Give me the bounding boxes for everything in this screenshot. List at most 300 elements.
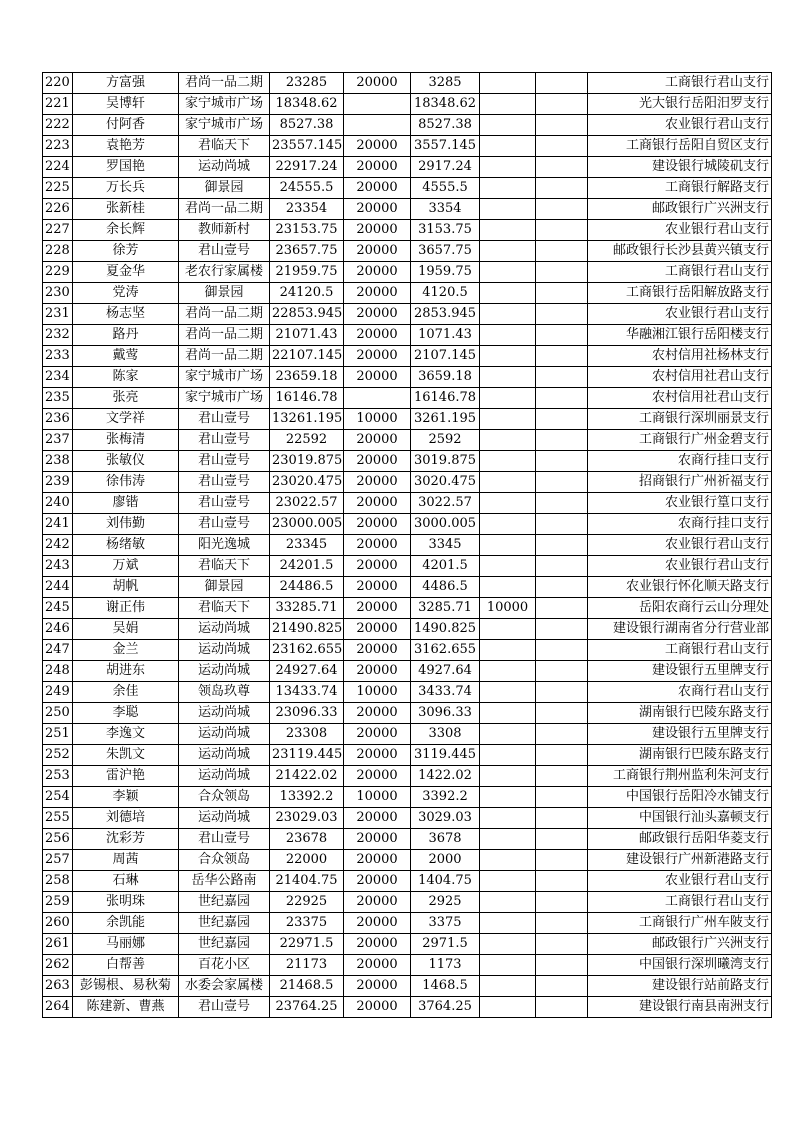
community-name-cell: 运动尚城 (179, 661, 270, 682)
amount-a-cell: 20000 (344, 556, 411, 577)
community-name-cell: 水委会家属楼 (179, 976, 270, 997)
total-amount-cell: 23162.655 (270, 640, 344, 661)
total-amount-cell: 23285 (270, 73, 344, 94)
table-row (43, 682, 772, 703)
amount-b-cell: 1404.75 (411, 871, 480, 892)
amount-c-cell (480, 871, 536, 892)
owner-name-cell: 杨志坚 (73, 304, 179, 325)
community-name-cell: 君山壹号 (179, 451, 270, 472)
bank-branch-cell: 建设银行城陵矶支行 (588, 157, 772, 178)
amount-c-cell (480, 136, 536, 157)
amount-a-cell: 20000 (344, 661, 411, 682)
amount-d-cell (536, 934, 588, 955)
owner-name-cell: 杨绪敏 (73, 535, 179, 556)
bank-branch-cell: 农业银行君山支行 (588, 220, 772, 241)
amount-c-cell (480, 178, 536, 199)
row-number-cell: 262 (43, 955, 73, 976)
community-name-cell: 世纪嘉园 (179, 913, 270, 934)
amount-c-cell (480, 409, 536, 430)
community-name-cell: 家宁城市广场 (179, 388, 270, 409)
amount-c-cell (480, 556, 536, 577)
amount-b-cell: 2925 (411, 892, 480, 913)
amount-d-cell (536, 766, 588, 787)
amount-b-cell: 3019.875 (411, 451, 480, 472)
row-number-cell: 260 (43, 913, 73, 934)
amount-a-cell: 10000 (344, 409, 411, 430)
total-amount-cell: 8527.38 (270, 115, 344, 136)
amount-d-cell (536, 556, 588, 577)
community-name-cell: 君尚一品二期 (179, 325, 270, 346)
total-amount-cell: 22971.5 (270, 934, 344, 955)
amount-a-cell: 20000 (344, 304, 411, 325)
amount-a-cell: 20000 (344, 976, 411, 997)
table-row (43, 556, 772, 577)
bank-branch-cell: 邮政银行广兴洲支行 (588, 199, 772, 220)
table-row (43, 913, 772, 934)
amount-a-cell: 10000 (344, 787, 411, 808)
community-name-cell: 君山壹号 (179, 430, 270, 451)
total-amount-cell: 24555.5 (270, 178, 344, 199)
bank-branch-cell: 建设银行五里牌支行 (588, 724, 772, 745)
total-amount-cell: 18348.62 (270, 94, 344, 115)
row-number-cell: 246 (43, 619, 73, 640)
community-name-cell: 家宁城市广场 (179, 115, 270, 136)
owner-name-cell: 余佳 (73, 682, 179, 703)
amount-d-cell (536, 955, 588, 976)
total-amount-cell: 24927.64 (270, 661, 344, 682)
amount-a-cell: 20000 (344, 871, 411, 892)
amount-d-cell (536, 157, 588, 178)
amount-d-cell (536, 829, 588, 850)
bank-branch-cell: 中国银行岳阳冷水铺支行 (588, 787, 772, 808)
total-amount-cell: 23557.145 (270, 136, 344, 157)
total-amount-cell: 23354 (270, 199, 344, 220)
bank-branch-cell: 建设银行广州新港路支行 (588, 850, 772, 871)
amount-a-cell: 20000 (344, 808, 411, 829)
amount-c-cell (480, 787, 536, 808)
row-number-cell: 239 (43, 472, 73, 493)
owner-name-cell: 刘伟勤 (73, 514, 179, 535)
table-row (43, 388, 772, 409)
amount-b-cell: 4201.5 (411, 556, 480, 577)
community-name-cell: 合众领岛 (179, 787, 270, 808)
community-name-cell: 家宁城市广场 (179, 367, 270, 388)
total-amount-cell: 23029.03 (270, 808, 344, 829)
amount-d-cell (536, 262, 588, 283)
amount-c-cell (480, 934, 536, 955)
owner-name-cell: 党涛 (73, 283, 179, 304)
amount-b-cell: 3345 (411, 535, 480, 556)
amount-c-cell (480, 304, 536, 325)
amount-d-cell (536, 115, 588, 136)
table-row (43, 703, 772, 724)
row-number-cell: 233 (43, 346, 73, 367)
total-amount-cell: 21071.43 (270, 325, 344, 346)
bank-branch-cell: 招商银行广州祈福支行 (588, 472, 772, 493)
amount-a-cell: 20000 (344, 73, 411, 94)
amount-a-cell: 20000 (344, 136, 411, 157)
community-name-cell: 运动尚城 (179, 703, 270, 724)
amount-b-cell: 3678 (411, 829, 480, 850)
amount-c-cell (480, 892, 536, 913)
row-number-cell: 230 (43, 283, 73, 304)
table-row (43, 640, 772, 661)
total-amount-cell: 23000.005 (270, 514, 344, 535)
community-name-cell: 百花小区 (179, 955, 270, 976)
row-number-cell: 222 (43, 115, 73, 136)
amount-d-cell (536, 787, 588, 808)
row-number-cell: 245 (43, 598, 73, 619)
amount-c-cell (480, 388, 536, 409)
community-name-cell: 君临天下 (179, 598, 270, 619)
bank-branch-cell: 岳阳农商行云山分理处 (588, 598, 772, 619)
amount-a-cell: 20000 (344, 745, 411, 766)
community-name-cell: 岳华公路南 (179, 871, 270, 892)
community-name-cell: 运动尚城 (179, 157, 270, 178)
row-number-cell: 247 (43, 640, 73, 661)
row-number-cell: 250 (43, 703, 73, 724)
community-name-cell: 君山壹号 (179, 493, 270, 514)
row-number-cell: 254 (43, 787, 73, 808)
table-row (43, 514, 772, 535)
owner-name-cell: 余凯能 (73, 913, 179, 934)
total-amount-cell: 23022.57 (270, 493, 344, 514)
amount-c-cell (480, 619, 536, 640)
row-number-cell: 255 (43, 808, 73, 829)
community-name-cell: 运动尚城 (179, 640, 270, 661)
amount-c-cell (480, 115, 536, 136)
amount-a-cell: 20000 (344, 472, 411, 493)
bank-branch-cell: 农村信用社君山支行 (588, 388, 772, 409)
amount-a-cell: 20000 (344, 766, 411, 787)
row-number-cell: 238 (43, 451, 73, 472)
amount-c-cell (480, 199, 536, 220)
amount-b-cell: 3285 (411, 73, 480, 94)
bank-branch-cell: 建设银行南县南洲支行 (588, 997, 772, 1018)
bank-branch-cell: 农业银行君山支行 (588, 556, 772, 577)
subsidy-table (42, 72, 772, 1018)
amount-b-cell: 3285.71 (411, 598, 480, 619)
amount-d-cell (536, 997, 588, 1018)
table-row (43, 892, 772, 913)
amount-a-cell: 20000 (344, 178, 411, 199)
amount-c-cell (480, 745, 536, 766)
row-number-cell: 258 (43, 871, 73, 892)
amount-b-cell: 3657.75 (411, 241, 480, 262)
total-amount-cell: 23659.18 (270, 367, 344, 388)
community-name-cell: 运动尚城 (179, 766, 270, 787)
total-amount-cell: 21173 (270, 955, 344, 976)
table-row (43, 577, 772, 598)
bank-branch-cell: 建设银行湖南省分行营业部 (588, 619, 772, 640)
owner-name-cell: 胡进东 (73, 661, 179, 682)
table-row (43, 178, 772, 199)
community-name-cell: 君尚一品二期 (179, 73, 270, 94)
amount-b-cell: 1173 (411, 955, 480, 976)
amount-d-cell (536, 724, 588, 745)
amount-d-cell (536, 493, 588, 514)
community-name-cell: 君尚一品二期 (179, 304, 270, 325)
amount-d-cell (536, 451, 588, 472)
total-amount-cell: 23096.33 (270, 703, 344, 724)
owner-name-cell: 陈建新、曹燕 (73, 997, 179, 1018)
amount-b-cell: 3096.33 (411, 703, 480, 724)
amount-b-cell: 3153.75 (411, 220, 480, 241)
amount-b-cell: 3020.475 (411, 472, 480, 493)
owner-name-cell: 李聪 (73, 703, 179, 724)
bank-branch-cell: 建设银行站前路支行 (588, 976, 772, 997)
total-amount-cell: 22925 (270, 892, 344, 913)
amount-a-cell: 20000 (344, 703, 411, 724)
community-name-cell: 君山壹号 (179, 514, 270, 535)
table-row (43, 934, 772, 955)
amount-b-cell: 18348.62 (411, 94, 480, 115)
table-row (43, 157, 772, 178)
amount-a-cell: 20000 (344, 157, 411, 178)
table-row (43, 997, 772, 1018)
bank-branch-cell: 中国银行深圳曦湾支行 (588, 955, 772, 976)
amount-d-cell (536, 619, 588, 640)
total-amount-cell: 13433.74 (270, 682, 344, 703)
row-number-cell: 225 (43, 178, 73, 199)
amount-b-cell: 3659.18 (411, 367, 480, 388)
amount-b-cell: 3375 (411, 913, 480, 934)
bank-branch-cell: 工商银行荆州监利朱河支行 (588, 766, 772, 787)
owner-name-cell: 李颖 (73, 787, 179, 808)
table-row (43, 787, 772, 808)
amount-b-cell: 3764.25 (411, 997, 480, 1018)
community-name-cell: 运动尚城 (179, 808, 270, 829)
amount-c-cell (480, 283, 536, 304)
owner-name-cell: 马丽娜 (73, 934, 179, 955)
total-amount-cell: 23764.25 (270, 997, 344, 1018)
amount-a-cell: 20000 (344, 430, 411, 451)
row-number-cell: 236 (43, 409, 73, 430)
row-number-cell: 241 (43, 514, 73, 535)
amount-b-cell: 4120.5 (411, 283, 480, 304)
table-row (43, 136, 772, 157)
row-number-cell: 234 (43, 367, 73, 388)
bank-branch-cell: 农商行挂口支行 (588, 514, 772, 535)
amount-b-cell: 3162.655 (411, 640, 480, 661)
community-name-cell: 御景园 (179, 178, 270, 199)
amount-c-cell (480, 829, 536, 850)
amount-d-cell (536, 388, 588, 409)
community-name-cell: 运动尚城 (179, 619, 270, 640)
amount-a-cell: 20000 (344, 829, 411, 850)
owner-name-cell: 张明珠 (73, 892, 179, 913)
amount-b-cell: 2107.145 (411, 346, 480, 367)
community-name-cell: 家宁城市广场 (179, 94, 270, 115)
owner-name-cell: 戴莺 (73, 346, 179, 367)
amount-c-cell (480, 220, 536, 241)
amount-c-cell (480, 514, 536, 535)
bank-branch-cell: 农业银行君山支行 (588, 535, 772, 556)
amount-c-cell (480, 976, 536, 997)
owner-name-cell: 周茜 (73, 850, 179, 871)
bank-branch-cell: 工商银行广州金碧支行 (588, 430, 772, 451)
row-number-cell: 249 (43, 682, 73, 703)
owner-name-cell: 沈彩芳 (73, 829, 179, 850)
row-number-cell: 220 (43, 73, 73, 94)
community-name-cell: 君山壹号 (179, 241, 270, 262)
total-amount-cell: 21490.825 (270, 619, 344, 640)
owner-name-cell: 张敏仪 (73, 451, 179, 472)
total-amount-cell: 16146.78 (270, 388, 344, 409)
amount-c-cell (480, 997, 536, 1018)
amount-c-cell (480, 913, 536, 934)
table-row (43, 808, 772, 829)
owner-name-cell: 白帮善 (73, 955, 179, 976)
amount-b-cell: 4486.5 (411, 577, 480, 598)
amount-d-cell (536, 850, 588, 871)
amount-b-cell: 1490.825 (411, 619, 480, 640)
amount-a-cell: 20000 (344, 934, 411, 955)
amount-a-cell: 20000 (344, 325, 411, 346)
amount-d-cell (536, 640, 588, 661)
total-amount-cell: 22917.24 (270, 157, 344, 178)
owner-name-cell: 刘德培 (73, 808, 179, 829)
amount-a-cell: 20000 (344, 892, 411, 913)
amount-b-cell: 3119.445 (411, 745, 480, 766)
amount-d-cell (536, 199, 588, 220)
amount-c-cell (480, 451, 536, 472)
table-row (43, 115, 772, 136)
owner-name-cell: 谢正伟 (73, 598, 179, 619)
amount-c-cell (480, 73, 536, 94)
row-number-cell: 221 (43, 94, 73, 115)
amount-c-cell (480, 262, 536, 283)
community-name-cell: 老农行家属楼 (179, 262, 270, 283)
owner-name-cell: 徐伟涛 (73, 472, 179, 493)
amount-a-cell: 20000 (344, 724, 411, 745)
amount-b-cell: 2000 (411, 850, 480, 871)
table-row (43, 829, 772, 850)
amount-d-cell (536, 472, 588, 493)
row-number-cell: 264 (43, 997, 73, 1018)
bank-branch-cell: 工商银行岳阳解放路支行 (588, 283, 772, 304)
owner-name-cell: 徐芳 (73, 241, 179, 262)
amount-d-cell (536, 283, 588, 304)
amount-a-cell: 20000 (344, 913, 411, 934)
amount-a-cell (344, 388, 411, 409)
row-number-cell: 257 (43, 850, 73, 871)
owner-name-cell: 李逸文 (73, 724, 179, 745)
table-row (43, 94, 772, 115)
table-row (43, 598, 772, 619)
amount-d-cell (536, 241, 588, 262)
total-amount-cell: 23678 (270, 829, 344, 850)
amount-d-cell (536, 871, 588, 892)
amount-c-cell: 10000 (480, 598, 536, 619)
amount-c-cell (480, 472, 536, 493)
amount-d-cell (536, 346, 588, 367)
amount-a-cell: 20000 (344, 997, 411, 1018)
amount-d-cell (536, 220, 588, 241)
amount-b-cell: 2592 (411, 430, 480, 451)
amount-b-cell: 2853.945 (411, 304, 480, 325)
table-row (43, 766, 772, 787)
amount-d-cell (536, 892, 588, 913)
table-row (43, 472, 772, 493)
amount-b-cell: 3022.57 (411, 493, 480, 514)
table-row (43, 409, 772, 430)
table-row (43, 976, 772, 997)
amount-a-cell: 20000 (344, 199, 411, 220)
amount-a-cell: 20000 (344, 535, 411, 556)
row-number-cell: 248 (43, 661, 73, 682)
amount-d-cell (536, 682, 588, 703)
bank-branch-cell: 工商银行岳阳自贸区支行 (588, 136, 772, 157)
table-row (43, 493, 772, 514)
amount-a-cell: 20000 (344, 598, 411, 619)
row-number-cell: 229 (43, 262, 73, 283)
total-amount-cell: 13392.2 (270, 787, 344, 808)
amount-d-cell (536, 661, 588, 682)
amount-d-cell (536, 535, 588, 556)
community-name-cell: 君尚一品二期 (179, 346, 270, 367)
amount-a-cell: 20000 (344, 619, 411, 640)
owner-name-cell: 陈家 (73, 367, 179, 388)
total-amount-cell: 24486.5 (270, 577, 344, 598)
amount-c-cell (480, 661, 536, 682)
row-number-cell: 223 (43, 136, 73, 157)
row-number-cell: 252 (43, 745, 73, 766)
amount-b-cell: 3557.145 (411, 136, 480, 157)
amount-c-cell (480, 430, 536, 451)
bank-branch-cell: 农商行君山支行 (588, 682, 772, 703)
owner-name-cell: 余长辉 (73, 220, 179, 241)
owner-name-cell: 张亮 (73, 388, 179, 409)
community-name-cell: 御景园 (179, 283, 270, 304)
total-amount-cell: 21959.75 (270, 262, 344, 283)
owner-name-cell: 万斌 (73, 556, 179, 577)
bank-branch-cell: 农业银行君山支行 (588, 304, 772, 325)
owner-name-cell: 彭锡根、易秋菊 (73, 976, 179, 997)
bank-branch-cell: 工商银行君山支行 (588, 640, 772, 661)
amount-d-cell (536, 367, 588, 388)
owner-name-cell: 石琳 (73, 871, 179, 892)
table-row (43, 262, 772, 283)
amount-a-cell: 20000 (344, 367, 411, 388)
owner-name-cell: 路丹 (73, 325, 179, 346)
bank-branch-cell: 农业银行篁口支行 (588, 493, 772, 514)
total-amount-cell: 23308 (270, 724, 344, 745)
amount-b-cell: 1422.02 (411, 766, 480, 787)
table-row (43, 283, 772, 304)
bank-branch-cell: 工商银行君山支行 (588, 892, 772, 913)
bank-branch-cell: 湖南银行巴陵东路支行 (588, 703, 772, 724)
bank-branch-cell: 农商行挂口支行 (588, 451, 772, 472)
total-amount-cell: 23119.445 (270, 745, 344, 766)
community-name-cell: 世纪嘉园 (179, 892, 270, 913)
total-amount-cell: 23153.75 (270, 220, 344, 241)
bank-branch-cell: 邮政银行广兴洲支行 (588, 934, 772, 955)
total-amount-cell: 23019.875 (270, 451, 344, 472)
amount-d-cell (536, 745, 588, 766)
table-row (43, 745, 772, 766)
amount-d-cell (536, 703, 588, 724)
total-amount-cell: 24201.5 (270, 556, 344, 577)
amount-b-cell: 3261.195 (411, 409, 480, 430)
total-amount-cell: 23375 (270, 913, 344, 934)
row-number-cell: 224 (43, 157, 73, 178)
community-name-cell: 运动尚城 (179, 724, 270, 745)
amount-b-cell: 3433.74 (411, 682, 480, 703)
table-row (43, 850, 772, 871)
row-number-cell: 242 (43, 535, 73, 556)
owner-name-cell: 朱凯文 (73, 745, 179, 766)
